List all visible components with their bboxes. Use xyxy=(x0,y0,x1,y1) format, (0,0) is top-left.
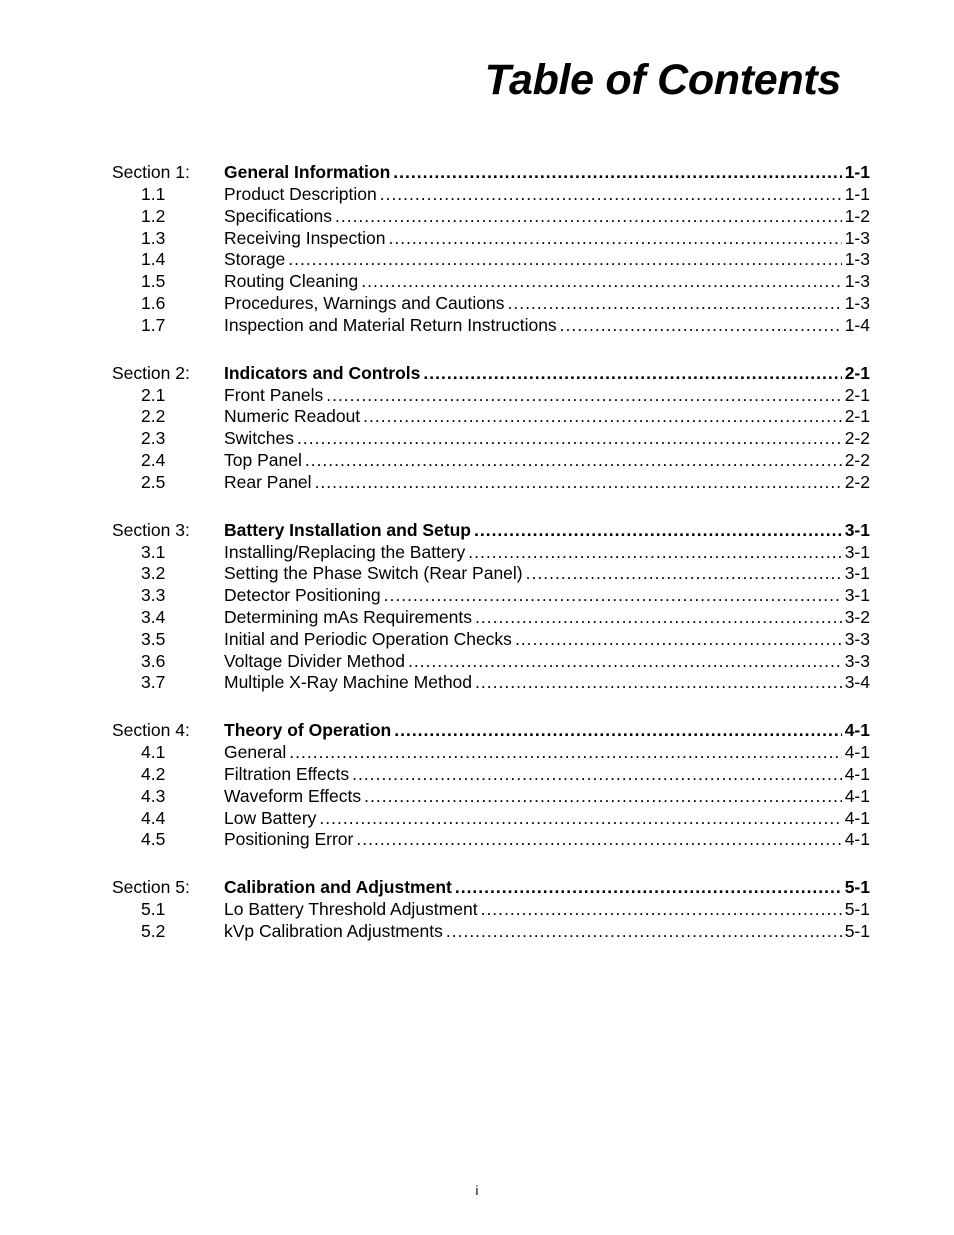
entry-page-number: 1-3 xyxy=(844,271,870,292)
entry-title: General xyxy=(224,742,287,763)
entry-number: 1.5 xyxy=(141,271,166,292)
toc-section xyxy=(112,160,870,337)
dot-leader xyxy=(526,563,842,585)
section-page-number: 4-1 xyxy=(844,720,870,741)
entry-page-number: 1-3 xyxy=(844,227,870,248)
toc-entry[interactable] xyxy=(112,629,870,651)
entry-number: 2.4 xyxy=(141,449,166,470)
toc-entry[interactable] xyxy=(112,472,870,494)
toc-entry[interactable] xyxy=(112,651,870,673)
entry-number: 1.3 xyxy=(141,227,166,248)
dot-leader xyxy=(356,829,841,851)
entry-title: Filtration Effects xyxy=(224,763,350,784)
toc-entry[interactable] xyxy=(112,206,870,228)
toc-entry[interactable] xyxy=(112,406,870,428)
toc-entry[interactable] xyxy=(112,786,870,808)
toc-section xyxy=(112,718,870,851)
dot-leader xyxy=(455,875,842,899)
entry-number: 4.3 xyxy=(141,785,166,806)
section-page-number: 5-1 xyxy=(844,877,870,898)
dot-leader xyxy=(297,428,842,450)
entry-number: 3.1 xyxy=(141,541,166,562)
dot-leader xyxy=(475,607,842,629)
entry-page-number: 1-3 xyxy=(844,249,870,270)
dot-leader xyxy=(384,585,842,607)
entry-title: Voltage Divider Method xyxy=(224,650,405,671)
table-of-contents xyxy=(112,160,870,967)
entry-title: Top Panel xyxy=(224,449,302,470)
entry-page-number: 4-1 xyxy=(844,742,870,763)
dot-leader xyxy=(423,361,841,385)
toc-section-heading[interactable] xyxy=(112,875,870,899)
entry-title: Detector Positioning xyxy=(224,585,381,606)
entry-title: Positioning Error xyxy=(224,829,354,850)
dot-leader xyxy=(475,672,842,694)
toc-section xyxy=(112,361,870,494)
entry-title: kVp Calibration Adjustments xyxy=(224,920,443,941)
entry-page-number: 1-1 xyxy=(844,184,870,204)
entry-page-number: 4-1 xyxy=(844,807,870,828)
toc-section xyxy=(112,875,870,943)
dot-leader xyxy=(364,786,842,808)
toc-entry[interactable] xyxy=(112,385,870,407)
entry-number: 3.6 xyxy=(141,650,166,671)
entry-title: Routing Cleaning xyxy=(224,271,359,292)
toc-entry[interactable] xyxy=(112,742,870,764)
toc-entry[interactable] xyxy=(112,184,870,206)
entry-number: 4.4 xyxy=(141,807,166,828)
toc-entry[interactable] xyxy=(112,271,870,293)
dot-leader xyxy=(515,629,842,651)
section-title: Indicators and Controls xyxy=(224,362,421,383)
section-label: Section 3: xyxy=(112,519,190,540)
dot-leader xyxy=(388,228,841,250)
section-page-number: 1-1 xyxy=(844,162,870,182)
dot-leader xyxy=(361,271,841,293)
dot-leader xyxy=(393,160,841,184)
section-page-number: 2-1 xyxy=(844,362,870,383)
entry-number: 3.3 xyxy=(141,585,166,606)
entry-number: 1.7 xyxy=(141,314,166,335)
dot-leader xyxy=(288,249,841,271)
toc-entry[interactable] xyxy=(112,293,870,315)
dot-leader xyxy=(408,651,842,673)
entry-page-number: 5-1 xyxy=(844,920,870,941)
entry-title: Front Panels xyxy=(224,384,324,405)
dot-leader xyxy=(319,808,841,830)
entry-page-number: 3-1 xyxy=(844,541,870,562)
entry-page-number: 2-1 xyxy=(844,406,870,427)
toc-section-heading[interactable] xyxy=(112,518,870,542)
toc-entry[interactable] xyxy=(112,829,870,851)
entry-title: Numeric Readout xyxy=(224,406,361,427)
toc-entry[interactable] xyxy=(112,249,870,271)
entry-number: 3.4 xyxy=(141,606,166,627)
dot-leader xyxy=(315,472,842,494)
entry-title: Product Description xyxy=(224,184,377,204)
entry-number: 3.7 xyxy=(141,672,166,693)
entry-page-number: 4-1 xyxy=(844,785,870,806)
toc-section-heading[interactable] xyxy=(112,361,870,385)
dot-leader xyxy=(326,385,841,407)
entry-title: Setting the Phase Switch (Rear Panel) xyxy=(224,563,523,584)
section-label: Section 1: xyxy=(112,162,190,182)
dot-leader xyxy=(394,718,841,742)
toc-section xyxy=(112,518,870,695)
section-title: Calibration and Adjustment xyxy=(224,877,452,898)
entry-number: 4.1 xyxy=(141,742,166,763)
entry-number: 3.5 xyxy=(141,628,166,649)
dot-leader xyxy=(380,184,842,206)
entry-number: 2.3 xyxy=(141,428,166,449)
toc-entry[interactable] xyxy=(112,808,870,830)
entry-page-number: 3-3 xyxy=(844,628,870,649)
entry-number: 1.6 xyxy=(141,292,166,313)
dot-leader xyxy=(507,293,841,315)
entry-title: Receiving Inspection xyxy=(224,227,386,248)
entry-number: 2.2 xyxy=(141,406,166,427)
entry-title: Lo Battery Threshold Adjustment xyxy=(224,899,478,920)
entry-page-number: 1-2 xyxy=(844,205,870,226)
entry-number: 5.1 xyxy=(141,899,166,920)
entry-title: Multiple X-Ray Machine Method xyxy=(224,672,473,693)
section-label: Section 4: xyxy=(112,720,190,741)
entry-title: Specifications xyxy=(224,205,332,226)
entry-title: Procedures, Warnings and Cautions xyxy=(224,292,505,313)
entry-number: 1.4 xyxy=(141,249,166,270)
entry-page-number: 3-3 xyxy=(844,650,870,671)
entry-number: 3.2 xyxy=(141,563,166,584)
page-title: Table of Contents xyxy=(484,56,841,104)
toc-section-heading[interactable] xyxy=(112,160,870,184)
entry-title: Initial and Periodic Operation Checks xyxy=(224,628,512,649)
entry-number: 2.1 xyxy=(141,384,166,405)
dot-leader xyxy=(468,542,841,564)
entry-title: Storage xyxy=(224,249,286,270)
section-title: Theory of Operation xyxy=(224,720,392,741)
toc-entry[interactable] xyxy=(112,428,870,450)
toc-entry[interactable] xyxy=(112,585,870,607)
entry-number: 2.5 xyxy=(141,471,166,492)
section-label: Section 2: xyxy=(112,362,190,383)
entry-page-number: 4-1 xyxy=(844,763,870,784)
dot-leader xyxy=(305,450,842,472)
entry-page-number: 2-2 xyxy=(844,449,870,470)
entry-title: Low Battery xyxy=(224,807,317,828)
entry-page-number: 1-4 xyxy=(844,314,870,335)
entry-page-number: 1-3 xyxy=(844,292,870,313)
toc-entry[interactable] xyxy=(112,228,870,250)
toc-entry[interactable] xyxy=(112,563,870,585)
entry-number: 5.2 xyxy=(141,920,166,941)
dot-leader xyxy=(289,742,841,764)
toc-entry[interactable] xyxy=(112,899,870,921)
entry-title: Installing/Replacing the Battery xyxy=(224,541,466,562)
toc-entry[interactable] xyxy=(112,764,870,786)
entry-page-number: 3-1 xyxy=(844,585,870,606)
toc-entry[interactable] xyxy=(112,672,870,694)
entry-number: 1.1 xyxy=(141,184,166,204)
entry-page-number: 3-4 xyxy=(844,672,870,693)
entry-title: Inspection and Material Return Instructions xyxy=(224,314,557,335)
entry-number: 1.2 xyxy=(141,205,166,226)
entry-page-number: 3-1 xyxy=(844,563,870,584)
entry-page-number: 4-1 xyxy=(844,829,870,850)
dot-leader xyxy=(560,315,842,337)
dot-leader xyxy=(352,764,842,786)
entry-page-number: 2-1 xyxy=(844,384,870,405)
toc-entry[interactable] xyxy=(112,542,870,564)
entry-title: Rear Panel xyxy=(224,471,312,492)
entry-page-number: 3-2 xyxy=(844,606,870,627)
section-page-number: 3-1 xyxy=(844,519,870,540)
entry-title: Switches xyxy=(224,428,295,449)
dot-leader xyxy=(363,406,842,428)
entry-title: Waveform Effects xyxy=(224,785,362,806)
section-title: General Information xyxy=(224,162,391,182)
entry-page-number: 2-2 xyxy=(844,428,870,449)
toc-entry[interactable] xyxy=(112,450,870,472)
section-title: Battery Installation and Setup xyxy=(224,519,471,540)
dot-leader xyxy=(335,206,842,228)
entry-title: Determining mAs Requirements xyxy=(224,606,473,627)
entry-page-number: 2-2 xyxy=(844,471,870,492)
toc-section-heading[interactable] xyxy=(112,718,870,742)
toc-entry[interactable] xyxy=(112,315,870,337)
toc-entry[interactable] xyxy=(112,921,870,943)
dot-leader xyxy=(446,921,842,943)
entry-page-number: 5-1 xyxy=(844,899,870,920)
dot-leader xyxy=(474,518,842,542)
dot-leader xyxy=(481,899,842,921)
toc-entry[interactable] xyxy=(112,607,870,629)
section-label: Section 5: xyxy=(112,877,190,898)
entry-number: 4.2 xyxy=(141,763,166,784)
entry-number: 4.5 xyxy=(141,829,166,850)
page-number: i xyxy=(475,1183,479,1198)
